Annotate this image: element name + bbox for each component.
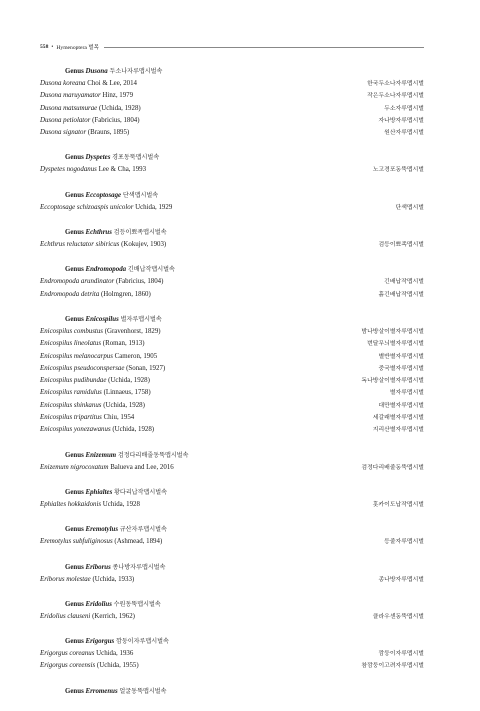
species-name: Eccoptosage schizoaspis unicolor — [40, 203, 134, 211]
header-bullet: • — [51, 44, 54, 50]
genus-heading — [40, 599, 424, 611]
species-row — [40, 363, 424, 375]
genus-heading — [40, 66, 424, 78]
genus-korean-name: 황다리납작맵시벌속 — [114, 488, 168, 496]
species-name: Enicospilus yonezawanus — [40, 426, 111, 434]
species-korean-name: 번달무늬별자루맵시벌 — [367, 341, 424, 348]
species-entry — [40, 127, 129, 138]
species-author: (Linnaeus, 1758) — [103, 389, 151, 397]
genus-korean-name: 얼굴동뚝맵시벌속 — [119, 687, 167, 695]
species-korean-name: 긴배납작맵시벌 — [384, 279, 424, 286]
genus-heading — [40, 190, 424, 202]
genus-label: Genus — [65, 638, 86, 646]
species-name: Enizemum nigrocoxatum — [40, 463, 109, 471]
genus-korean-name: 검등이뾰족맵시벌속 — [113, 229, 167, 237]
species-entry — [40, 239, 166, 250]
species-author: (Uchida, 1928) — [112, 426, 155, 434]
genus-heading — [40, 314, 424, 326]
species-row — [40, 326, 424, 338]
genus-name: Eriborus — [85, 563, 111, 571]
species-korean-name: 깜둥이자루맵시벌 — [378, 651, 424, 658]
species-row — [40, 462, 424, 474]
species-entry — [40, 499, 140, 510]
species-korean-name: 한국두소나자루맵시벌 — [367, 81, 424, 87]
species-korean-name: 작은두소나자루맵시벌 — [367, 93, 424, 100]
genus-name: Eremotylus — [85, 526, 119, 534]
species-author: (Holmgren, 1860) — [101, 290, 151, 298]
genus-name: Eridolius — [85, 600, 112, 608]
species-name: Enicospilus melanocarpus — [40, 352, 113, 360]
species-author: (Kerrich, 1962) — [92, 612, 135, 620]
species-entry — [40, 90, 133, 101]
species-author: (Ashmead, 1894) — [114, 538, 163, 546]
species-korean-name: 세갈래별자루맵시벌 — [372, 415, 424, 422]
species-row — [40, 387, 424, 399]
genus-block — [40, 264, 424, 301]
species-row — [40, 400, 424, 412]
genus-block — [40, 190, 424, 214]
species-korean-name: 홋카이도납작맵시벌 — [372, 501, 424, 508]
species-entry — [40, 387, 151, 398]
species-name: Enicospilus lineolatus — [40, 340, 102, 348]
species-author: (Uchida, 1928) — [108, 377, 150, 385]
species-name: Endromopoda detrita — [40, 290, 100, 298]
genus-name: Enicospilus — [85, 315, 119, 323]
genus-korean-name: 경포동뚝맵시벌속 — [112, 154, 160, 162]
species-entry — [40, 375, 150, 386]
species-entry — [40, 424, 154, 435]
genus-heading — [40, 524, 424, 536]
species-korean-name: 별자루맵시벌 — [389, 390, 424, 397]
genus-korean-name: 깜둥이자루맵시벌속 — [115, 638, 169, 646]
species-entry — [40, 164, 146, 175]
species-author: Uchida, 1928 — [102, 500, 140, 508]
page-header — [40, 43, 424, 51]
species-name: Enicospilus combustus — [40, 327, 103, 335]
genus-name: Echthrus — [85, 229, 112, 237]
genus-heading — [40, 264, 424, 276]
genus-label: Genus — [65, 687, 86, 695]
species-korean-name: 중국별자루맵시벌 — [378, 365, 424, 372]
species-author: (Gravenhorst, 1829) — [104, 327, 161, 335]
species-author: (Uchida, 1933) — [92, 575, 135, 583]
species-name: Eridolius clauseni — [40, 612, 91, 620]
genus-block — [40, 487, 424, 511]
species-row — [40, 499, 424, 511]
species-name: Erigorgus coreensis — [40, 662, 96, 670]
species-entry — [40, 611, 135, 622]
genus-heading — [40, 686, 424, 698]
species-entry — [40, 103, 141, 114]
genus-block — [40, 314, 424, 437]
species-korean-name: 단색맵시벌 — [395, 204, 424, 211]
species-name: Enicospilus shinkanus — [40, 401, 102, 409]
species-name: Dusona signator — [40, 129, 87, 137]
species-korean-name: 노고경포동뚝맵시벌 — [372, 167, 424, 174]
species-name: Eriborus molestae — [40, 575, 91, 583]
genus-block — [40, 524, 424, 548]
species-author: (Brauns, 1895) — [87, 129, 130, 137]
genus-block — [40, 686, 424, 698]
species-author: Balueva and Lee, 2016 — [110, 463, 174, 471]
species-author: Cameron, 1905 — [114, 352, 158, 360]
genus-heading — [40, 562, 424, 574]
species-entry — [40, 660, 139, 671]
species-name: Enicospilus pudibundae — [40, 377, 107, 385]
species-entry — [40, 78, 137, 89]
species-korean-name: 지리산별자루맵시벌 — [372, 427, 424, 434]
species-author: Uchida, 1936 — [96, 650, 134, 658]
genus-korean-name: 검정다리배줄동뚝맵시벌속 — [117, 451, 189, 459]
species-korean-name: 자나방자루맵시벌 — [378, 117, 424, 124]
genus-label: Genus — [65, 451, 86, 459]
species-entry — [40, 276, 163, 287]
genus-heading — [40, 227, 424, 239]
genus-heading — [40, 152, 424, 164]
genus-label: Genus — [65, 526, 86, 534]
species-author: Uchida, 1929 — [135, 203, 173, 211]
species-author: Chiu, 1954 — [103, 414, 135, 422]
species-row — [40, 202, 424, 214]
species-author: (Fabricius, 1804) — [115, 278, 164, 286]
species-author: (Roman, 1913) — [102, 340, 145, 348]
genus-heading — [40, 450, 424, 462]
species-row — [40, 375, 424, 387]
genus-korean-name: 긴배납작맵시벌속 — [127, 266, 175, 274]
species-row — [40, 412, 424, 424]
genus-block — [40, 636, 424, 673]
species-korean-name: 클라우센동뚝맵시벌 — [372, 613, 424, 620]
species-name: Ephialtes hokkaidonis — [40, 500, 102, 508]
species-korean-name: 종나방자루맵시벌 — [378, 576, 424, 583]
species-author: Choi & Lee, 2014 — [87, 80, 137, 87]
genus-label: Genus — [65, 229, 86, 237]
species-korean-name: 참깜둥이고려자루맵시벌 — [361, 663, 424, 670]
species-author: (Sonan, 1927) — [126, 364, 166, 372]
genus-korean-name: 규산자루맵시벌속 — [119, 526, 167, 534]
genus-name: Dyspetes — [85, 154, 111, 162]
header-rule — [104, 47, 424, 48]
species-korean-name: 독나방살이별자루맵시벌 — [361, 378, 424, 385]
genus-name: Enizemum — [85, 451, 117, 459]
species-list — [40, 66, 424, 711]
genus-label: Genus — [65, 600, 86, 608]
genus-block — [40, 227, 424, 251]
genus-name: Dusona — [85, 68, 108, 75]
species-korean-name: 별반별자루맵시벌 — [378, 353, 424, 360]
genus-korean-name: 단색맵시벌속 — [122, 191, 159, 199]
species-row — [40, 78, 424, 90]
species-name: Endromopoda arundinator — [40, 278, 115, 286]
species-entry — [40, 363, 165, 374]
species-korean-name: 검정다리배줄동뚝맵시벌 — [361, 464, 424, 471]
genus-label: Genus — [65, 68, 86, 75]
species-name: Enicospilus tripartitus — [40, 414, 102, 422]
genus-label: Genus — [65, 315, 86, 323]
genus-heading — [40, 487, 424, 499]
genus-name: Endromopoda — [85, 266, 127, 274]
species-author: (Uchida, 1955) — [96, 662, 139, 670]
species-name: Dusona koreana — [40, 80, 86, 87]
genus-block — [40, 562, 424, 586]
species-row — [40, 611, 424, 623]
species-name: Erigorgus coreanus — [40, 650, 95, 658]
species-name: Dusona matsumurae — [40, 104, 98, 112]
species-korean-name: 두소자루맵시벌 — [384, 105, 424, 112]
species-korean-name: 검등이뾰족맵시벌 — [378, 242, 424, 249]
species-name: Eremotylus subfuliginosus — [40, 538, 113, 546]
species-name: Dyspetes nogodanus — [40, 166, 97, 174]
genus-korean-name: 별자루맵시벌속 — [120, 315, 162, 323]
genus-name: Ephialtes — [85, 488, 113, 496]
species-row — [40, 574, 424, 586]
page-number: 558 — [40, 44, 49, 50]
species-row — [40, 239, 424, 251]
species-entry — [40, 115, 140, 126]
species-author: (Fabricius, 1804) — [92, 116, 140, 124]
genus-korean-name: 종나방자루맵시벌속 — [112, 563, 166, 571]
species-entry — [40, 202, 172, 213]
genus-block — [40, 66, 424, 139]
species-row — [40, 648, 424, 660]
species-row — [40, 424, 424, 436]
genus-block — [40, 599, 424, 623]
species-row — [40, 127, 424, 139]
species-author: (Uchida, 1928) — [98, 104, 141, 112]
genus-korean-name: 수원동뚝맵시벌속 — [113, 600, 161, 608]
species-name: Enicospilus pseudoconspersae — [40, 364, 125, 372]
species-korean-name: 밤나방살이별자루맵시벌 — [361, 328, 424, 335]
species-korean-name: 원산자루맵시벌 — [384, 130, 424, 137]
genus-korean-name: 두소나자루맵시벌속 — [109, 68, 163, 75]
species-row — [40, 115, 424, 127]
species-author: Hinz, 1979 — [102, 92, 134, 100]
genus-block — [40, 152, 424, 176]
genus-label: Genus — [65, 154, 86, 162]
species-name: Dusona maruyamator — [40, 92, 101, 100]
species-name: Echthrus reluctator sibiricus — [40, 241, 120, 249]
species-entry — [40, 462, 174, 473]
species-author: Lee & Cha, 1993 — [98, 166, 147, 174]
species-row — [40, 103, 424, 115]
species-name: Dusona petiolator — [40, 116, 91, 124]
genus-name: Erromenus — [85, 687, 118, 695]
species-korean-name: 흙긴배납작맵시벌 — [378, 291, 424, 298]
species-row — [40, 289, 424, 301]
species-entry — [40, 574, 134, 585]
species-entry — [40, 289, 151, 300]
species-author: (Kokujev, 1903) — [121, 241, 167, 249]
genus-heading — [40, 636, 424, 648]
running-title: Hymenoptera 벌목 — [56, 45, 100, 51]
species-row — [40, 660, 424, 672]
species-row — [40, 276, 424, 288]
genus-block — [40, 450, 424, 474]
species-author: (Uchida, 1928) — [103, 401, 145, 409]
genus-label: Genus — [65, 563, 86, 571]
species-row — [40, 536, 424, 548]
species-entry — [40, 351, 157, 362]
species-entry — [40, 326, 161, 337]
species-entry — [40, 412, 134, 423]
genus-name: Eccoptosage — [85, 191, 122, 199]
species-name: Enicospilus ramidulus — [40, 389, 102, 397]
genus-label: Genus — [65, 266, 86, 274]
species-row — [40, 338, 424, 350]
species-entry — [40, 338, 145, 349]
species-entry — [40, 648, 133, 659]
species-korean-name: 대만별자루맵시벌 — [378, 402, 424, 409]
species-row — [40, 351, 424, 363]
genus-label: Genus — [65, 488, 86, 496]
species-row — [40, 164, 424, 176]
species-korean-name: 등줄자루맵시벌 — [384, 539, 424, 546]
species-entry — [40, 536, 162, 547]
genus-label: Genus — [65, 191, 86, 199]
genus-name: Erigorgus — [85, 638, 115, 646]
species-row — [40, 90, 424, 102]
species-entry — [40, 400, 145, 411]
